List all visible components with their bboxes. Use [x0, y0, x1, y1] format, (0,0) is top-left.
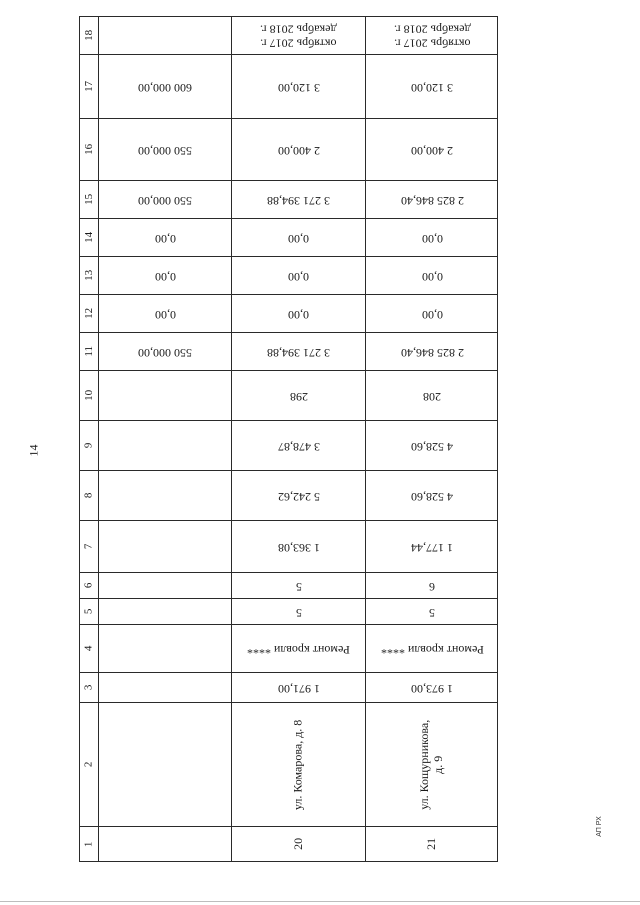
- col-header-15: 15: [79, 180, 98, 218]
- table-cell: 600 000,00: [98, 54, 231, 118]
- col-header-11: 11: [79, 332, 98, 370]
- table-cell: 0,00: [365, 218, 498, 256]
- col-header-10: 10: [79, 370, 98, 420]
- table-cell: 0,00: [365, 256, 498, 294]
- col-header-14: 14: [79, 218, 98, 256]
- table-cell: 0,00: [231, 256, 365, 294]
- col-header-5: 5: [79, 598, 98, 624]
- table-cell: [98, 826, 231, 861]
- table-cell: 21: [365, 826, 498, 861]
- table-cell: 0,00: [365, 294, 498, 332]
- table-cell: 2 400,00: [231, 118, 365, 180]
- table-cell: [98, 420, 231, 470]
- col-header-8: 8: [79, 470, 98, 520]
- table-cell: 0,00: [98, 218, 231, 256]
- table-cell: 298: [231, 370, 365, 420]
- col-header-12: 12: [79, 294, 98, 332]
- table-cell: 4 528,60: [365, 420, 498, 470]
- table-cell: [98, 598, 231, 624]
- table-cell: Ремонт кровли ****: [365, 624, 498, 672]
- table-cell: 3 478,87: [231, 420, 365, 470]
- table-cell: 3 120,00: [231, 54, 365, 118]
- table-border: [79, 861, 498, 862]
- col-header-7: 7: [79, 520, 98, 572]
- table-cell: [98, 672, 231, 702]
- table-cell: [98, 624, 231, 672]
- table-cell: 2 825 846,40: [365, 332, 498, 370]
- table-cell: октябрь 2017 г. декабрь 2018 г.: [365, 16, 498, 54]
- table-cell: 3 120,00: [365, 54, 498, 118]
- table-cell: 4 528,60: [365, 470, 498, 520]
- table-cell: 2 400,00: [365, 118, 498, 180]
- table-cell: 20: [231, 826, 365, 861]
- table-cell: [98, 16, 231, 54]
- table-cell: 208: [365, 370, 498, 420]
- table-cell: 1 971,00: [231, 672, 365, 702]
- table-cell: Ремонт кровли ****: [231, 624, 365, 672]
- table-cell: 5: [365, 598, 498, 624]
- page-number: 14: [26, 444, 41, 456]
- col-header-2: 2: [79, 702, 98, 826]
- table-cell: 550 000,00: [98, 180, 231, 218]
- col-header-16: 16: [79, 118, 98, 180]
- corner-mark: АП РХ: [595, 815, 603, 837]
- table-cell: 550 000,00: [98, 118, 231, 180]
- col-header-6: 6: [79, 572, 98, 598]
- table-cell: 6: [365, 572, 498, 598]
- table-cell: 1 973,00: [365, 672, 498, 702]
- table-cell: 0,00: [231, 294, 365, 332]
- table-cell: [98, 470, 231, 520]
- table-cell: [98, 572, 231, 598]
- table-cell: 0,00: [98, 294, 231, 332]
- page-edge-rule: [0, 901, 640, 902]
- table-border: [497, 16, 498, 862]
- table-cell: ул. Комарова, д. 8: [231, 702, 365, 826]
- col-header-17: 17: [79, 54, 98, 118]
- table-cell: 2 825 846,40: [365, 180, 498, 218]
- table-cell: 1 363,08: [231, 520, 365, 572]
- table-cell: 5: [231, 598, 365, 624]
- table-cell: 3 271 394,88: [231, 180, 365, 218]
- table-cell: 0,00: [231, 218, 365, 256]
- col-header-18: 18: [79, 16, 98, 54]
- table-cell: ул. Кощурникова, д. 9: [365, 702, 498, 826]
- col-header-9: 9: [79, 420, 98, 470]
- table-cell: 5 242,62: [231, 470, 365, 520]
- col-header-4: 4: [79, 624, 98, 672]
- table-cell: 550 000,00: [98, 332, 231, 370]
- table-cell: 0,00: [98, 256, 231, 294]
- table-cell: [98, 702, 231, 826]
- table-cell: 3 271 394,88: [231, 332, 365, 370]
- col-header-3: 3: [79, 672, 98, 702]
- table-cell: 5: [231, 572, 365, 598]
- table-cell: [98, 370, 231, 420]
- table-cell: октябрь 2017 г. декабрь 2018 г.: [231, 16, 365, 54]
- col-header-13: 13: [79, 256, 98, 294]
- table-cell: 1 177,44: [365, 520, 498, 572]
- col-header-1: 1: [79, 826, 98, 861]
- table-cell: [98, 520, 231, 572]
